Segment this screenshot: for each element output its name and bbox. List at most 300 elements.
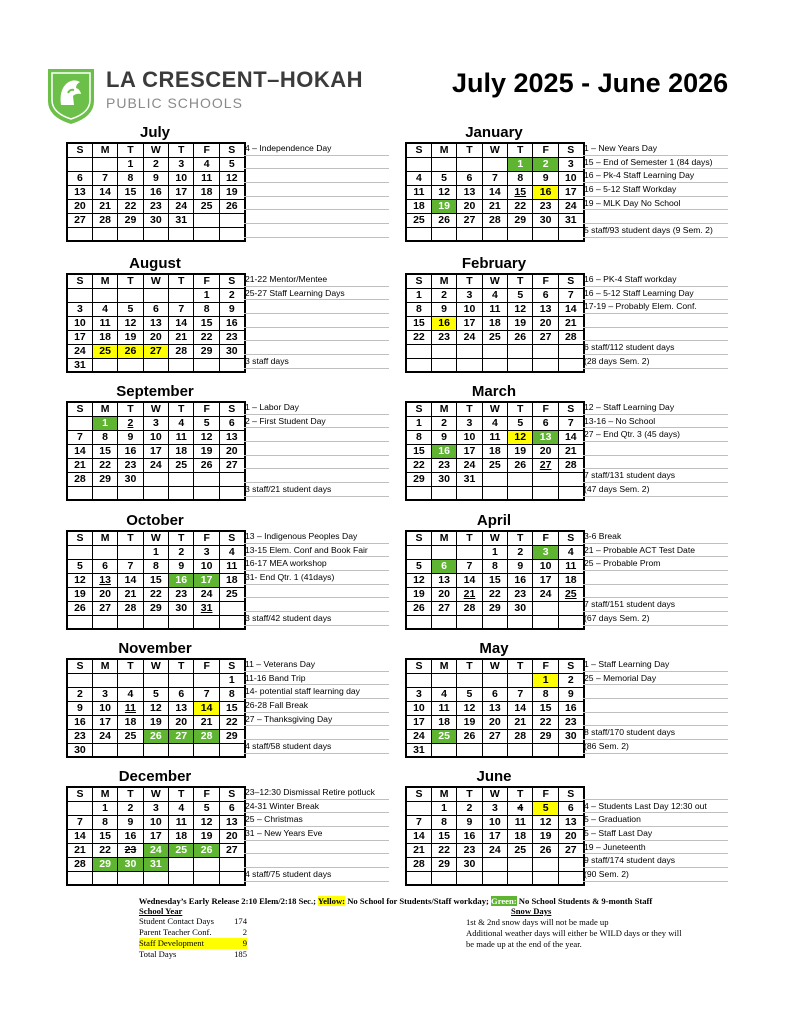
week-row xyxy=(406,815,584,829)
weekday-header: S xyxy=(67,659,92,673)
week-row xyxy=(67,227,245,241)
day-number: 14 xyxy=(175,317,188,329)
day-number: 8 xyxy=(127,172,134,184)
day-number: 21 xyxy=(200,716,213,728)
empty-cell xyxy=(67,416,92,430)
day-number: 20 xyxy=(539,317,552,329)
note-line xyxy=(244,598,389,612)
day-cell xyxy=(508,701,533,715)
day-number: 11 xyxy=(99,317,111,329)
day-cell xyxy=(143,199,168,213)
day-cell xyxy=(169,729,194,743)
note-line: 31 – New Years Eve xyxy=(244,827,389,841)
empty-cell xyxy=(457,227,482,241)
month-title: January xyxy=(465,124,523,141)
week-row xyxy=(67,157,245,171)
day-number: 16 xyxy=(438,445,450,457)
day-cell xyxy=(67,701,92,715)
day-cell xyxy=(92,302,117,316)
day-number: 17 xyxy=(564,186,577,198)
empty-cell xyxy=(92,871,117,885)
day-number: 2 xyxy=(127,417,134,429)
day-cell xyxy=(431,213,456,227)
day-number: 23 xyxy=(438,331,450,343)
day-number: 26 xyxy=(200,844,213,856)
day-number: 7 xyxy=(491,172,498,184)
day-cell xyxy=(92,687,117,701)
note-line xyxy=(244,428,389,442)
note-line: 5 – Staff Last Day xyxy=(583,827,728,841)
note-line: 7 staff/131 student days xyxy=(583,469,728,483)
summary-value: 9 xyxy=(242,938,247,948)
day-number: 1 xyxy=(228,674,235,686)
snow-days-line: be made up at the end of the year. xyxy=(466,939,582,949)
day-number: 3 xyxy=(102,688,108,700)
day-number: 25 xyxy=(200,200,213,212)
day-cell xyxy=(92,729,117,743)
day-cell xyxy=(533,829,558,843)
day-number: 14 xyxy=(124,574,137,586)
month-january xyxy=(405,124,740,242)
day-cell xyxy=(431,701,456,715)
note-line: 15 – End of Semester 1 (84 days) xyxy=(583,156,728,170)
weekday-header: W xyxy=(482,143,507,157)
day-number: 11 xyxy=(175,816,187,828)
day-cell xyxy=(406,573,431,587)
day-number: 12 xyxy=(150,702,162,714)
day-cell xyxy=(118,302,143,316)
weekday-header: M xyxy=(431,787,456,801)
day-number: 30 xyxy=(225,345,238,357)
day-cell xyxy=(482,444,507,458)
day-cell xyxy=(67,213,92,227)
day-cell xyxy=(194,715,219,729)
day-cell xyxy=(457,857,482,871)
day-number: 24 xyxy=(564,200,577,212)
empty-cell xyxy=(457,615,482,629)
week-row xyxy=(67,615,245,629)
note-line: 5 staff/93 student days (9 Sem. 2) xyxy=(583,224,728,238)
empty-cell xyxy=(143,358,168,372)
day-cell xyxy=(169,185,194,199)
week-row xyxy=(67,430,245,444)
note-line: (28 days Sem. 2) xyxy=(583,355,728,369)
note-line xyxy=(583,442,728,456)
day-cell xyxy=(457,559,482,573)
weekday-header: F xyxy=(533,787,558,801)
summary-row xyxy=(139,938,247,949)
empty-cell xyxy=(92,615,117,629)
day-number: 9 xyxy=(542,172,549,184)
month-calendar-table xyxy=(405,658,585,758)
day-number: 4 xyxy=(178,802,185,814)
day-cell xyxy=(169,601,194,615)
day-cell xyxy=(67,843,92,857)
day-cell xyxy=(457,302,482,316)
day-number: 14 xyxy=(564,431,577,443)
empty-cell xyxy=(194,857,219,871)
day-number: 16 xyxy=(124,830,137,842)
day-number: 14 xyxy=(74,445,86,457)
empty-cell xyxy=(92,227,117,241)
month-title: April xyxy=(476,512,512,529)
day-number: 16 xyxy=(124,445,137,457)
summary-row xyxy=(139,927,247,938)
day-cell xyxy=(143,185,168,199)
day-number: 14 xyxy=(514,702,527,714)
month-calendar-table xyxy=(405,142,585,242)
empty-cell xyxy=(558,857,583,871)
day-cell xyxy=(431,171,456,185)
day-number: 19 xyxy=(200,445,213,457)
weekday-header: W xyxy=(143,143,168,157)
day-number: 11 xyxy=(226,560,238,572)
empty-cell xyxy=(194,673,219,687)
day-number: 2 xyxy=(228,289,235,301)
day-number: 25 xyxy=(124,730,137,742)
empty-cell xyxy=(482,472,507,486)
day-number: 25 xyxy=(175,459,188,471)
day-cell xyxy=(406,559,431,573)
day-number: 29 xyxy=(150,602,162,614)
day-number: 15 xyxy=(438,830,450,842)
day-number: 12 xyxy=(438,186,450,198)
day-number: 30 xyxy=(74,743,86,756)
empty-cell xyxy=(482,344,507,358)
day-cell xyxy=(508,430,533,444)
day-cell xyxy=(219,444,244,458)
day-number: 4 xyxy=(228,546,235,558)
day-number: 29 xyxy=(225,730,238,742)
day-cell xyxy=(406,416,431,430)
day-number: 25 xyxy=(99,345,111,357)
note-line xyxy=(244,197,389,211)
week-row xyxy=(67,573,245,587)
empty-cell xyxy=(457,743,482,757)
day-number: 29 xyxy=(99,858,111,870)
day-cell xyxy=(482,199,507,213)
day-cell xyxy=(558,213,583,227)
day-number: 25 xyxy=(438,730,450,742)
month-august xyxy=(66,255,401,373)
empty-cell xyxy=(533,871,558,885)
day-number: 9 xyxy=(127,816,134,828)
day-number: 27 xyxy=(489,730,501,742)
week-row xyxy=(406,729,584,743)
weekday-header: T xyxy=(457,402,482,416)
day-number: 30 xyxy=(438,473,450,485)
weekday-header: T xyxy=(457,274,482,288)
day-number: 18 xyxy=(175,830,188,842)
day-cell xyxy=(508,601,533,615)
empty-cell xyxy=(118,871,143,885)
weekday-header: S xyxy=(406,659,431,673)
day-number: 8 xyxy=(102,431,108,443)
day-cell xyxy=(143,559,168,573)
school-year-summary xyxy=(139,906,247,960)
day-cell xyxy=(558,316,583,330)
day-number: 5 xyxy=(228,158,235,170)
day-number: 7 xyxy=(416,816,422,828)
weekday-header: W xyxy=(143,402,168,416)
day-number: 19 xyxy=(463,716,476,728)
day-number: 5 xyxy=(203,417,210,429)
day-number: 14 xyxy=(74,830,86,842)
day-number: 1 xyxy=(203,289,210,301)
empty-cell xyxy=(431,615,456,629)
month-title: February xyxy=(461,255,527,272)
day-number: 10 xyxy=(539,560,552,572)
day-number: 20 xyxy=(463,200,476,212)
weekday-header: M xyxy=(92,143,117,157)
day-cell xyxy=(508,843,533,857)
day-number: 21 xyxy=(175,331,188,343)
day-number: 4 xyxy=(567,546,574,558)
day-cell xyxy=(558,801,583,815)
weekday-header: F xyxy=(194,659,219,673)
note-line xyxy=(244,156,389,170)
day-cell xyxy=(118,157,143,171)
empty-cell xyxy=(431,344,456,358)
week-row xyxy=(67,843,245,857)
day-number: 13 xyxy=(99,574,111,586)
day-number: 9 xyxy=(567,688,574,700)
day-cell xyxy=(533,444,558,458)
day-cell xyxy=(219,829,244,843)
week-row xyxy=(67,458,245,472)
day-cell xyxy=(431,601,456,615)
empty-cell xyxy=(92,486,117,500)
day-number: 27 xyxy=(539,331,552,343)
day-cell xyxy=(194,815,219,829)
empty-cell xyxy=(194,213,219,227)
empty-cell xyxy=(118,486,143,500)
weekday-header: F xyxy=(194,274,219,288)
day-number: 2 xyxy=(178,546,185,558)
day-cell xyxy=(533,316,558,330)
day-number: 3 xyxy=(542,546,549,558)
weekday-header: T xyxy=(169,143,194,157)
note-line: 3 staff days xyxy=(244,355,389,369)
week-row xyxy=(406,857,584,871)
empty-cell xyxy=(194,358,219,372)
day-cell xyxy=(169,302,194,316)
month-july xyxy=(66,124,401,242)
empty-cell xyxy=(508,358,533,372)
day-cell xyxy=(457,444,482,458)
day-number: 8 xyxy=(416,303,422,315)
empty-cell xyxy=(431,486,456,500)
day-cell xyxy=(219,573,244,587)
day-number: 1 xyxy=(441,802,447,814)
day-cell xyxy=(482,729,507,743)
day-number: 7 xyxy=(466,560,473,572)
day-number: 10 xyxy=(99,702,111,714)
day-number: 24 xyxy=(539,588,552,600)
note-line: 21 – Probable ACT Test Date xyxy=(583,544,728,558)
day-number: 6 xyxy=(77,172,83,184)
day-cell xyxy=(406,815,431,829)
day-number: 18 xyxy=(514,830,527,842)
day-cell xyxy=(431,185,456,199)
empty-cell xyxy=(457,358,482,372)
day-number: 22 xyxy=(150,588,162,600)
day-number: 28 xyxy=(200,730,213,742)
empty-cell xyxy=(143,288,168,302)
day-cell xyxy=(169,801,194,815)
day-cell xyxy=(67,729,92,743)
day-cell xyxy=(431,687,456,701)
weekday-header-row xyxy=(67,402,245,416)
day-cell xyxy=(482,416,507,430)
weekday-header: W xyxy=(482,787,507,801)
day-cell xyxy=(533,288,558,302)
snow-days-heading: Snow Days xyxy=(511,906,552,916)
day-number: 5 xyxy=(441,172,447,184)
day-cell xyxy=(118,573,143,587)
day-number: 12 xyxy=(200,431,213,443)
empty-cell xyxy=(143,871,168,885)
day-number: 14 xyxy=(99,186,111,198)
note-line xyxy=(583,456,728,470)
weekday-header: F xyxy=(194,402,219,416)
day-number: 10 xyxy=(463,303,476,315)
summary-label: Total Days xyxy=(139,949,177,959)
day-cell xyxy=(219,288,244,302)
day-cell xyxy=(194,545,219,559)
empty-cell xyxy=(67,615,92,629)
day-cell xyxy=(118,587,143,601)
day-number: 18 xyxy=(564,574,577,586)
weekday-header: F xyxy=(194,531,219,545)
weekday-header: T xyxy=(169,659,194,673)
empty-cell xyxy=(457,486,482,500)
weekday-header-row xyxy=(406,531,584,545)
day-cell xyxy=(67,358,92,372)
weekday-header: F xyxy=(194,787,219,801)
day-number: 11 xyxy=(175,431,187,443)
weekday-header: M xyxy=(431,531,456,545)
weekday-header-row xyxy=(406,402,584,416)
day-number: 28 xyxy=(74,473,86,485)
day-number: 13 xyxy=(74,186,86,198)
day-number: 2 xyxy=(441,417,447,429)
day-cell xyxy=(431,472,456,486)
day-cell xyxy=(431,801,456,815)
day-number: 5 xyxy=(77,560,83,572)
day-cell xyxy=(169,829,194,843)
legend-early-release: Wednesday’s Early Release 2:10 Elem/2:18 Sec.; xyxy=(138,896,316,906)
day-number: 5 xyxy=(517,289,524,301)
day-number: 9 xyxy=(441,303,447,315)
weekday-header: W xyxy=(143,531,168,545)
day-cell xyxy=(118,171,143,185)
month-title: September xyxy=(116,383,194,400)
day-cell xyxy=(67,430,92,444)
day-number: 19 xyxy=(514,317,527,329)
day-cell xyxy=(169,843,194,857)
day-cell xyxy=(431,815,456,829)
day-number: 27 xyxy=(175,730,188,742)
day-number: 11 xyxy=(413,186,425,198)
day-number: 12 xyxy=(124,317,137,329)
empty-cell xyxy=(558,344,583,358)
day-cell xyxy=(143,344,168,358)
weekday-header: M xyxy=(92,531,117,545)
day-number: 15 xyxy=(99,830,111,842)
day-cell xyxy=(169,587,194,601)
day-number: 6 xyxy=(152,303,159,315)
day-number: 12 xyxy=(200,816,213,828)
day-number: 16 xyxy=(150,186,162,198)
day-cell xyxy=(118,213,143,227)
month-notes xyxy=(244,142,389,238)
day-cell xyxy=(406,587,431,601)
weekday-header: T xyxy=(118,274,143,288)
day-number: 31 xyxy=(74,358,86,371)
day-cell xyxy=(558,843,583,857)
day-cell xyxy=(219,815,244,829)
day-number: 27 xyxy=(99,602,111,614)
color-legend xyxy=(0,896,791,906)
day-cell xyxy=(533,729,558,743)
note-line: 11 – Veterans Day xyxy=(244,658,389,672)
day-cell xyxy=(67,573,92,587)
day-number: 4 xyxy=(491,289,498,301)
day-number: 25 xyxy=(413,214,425,226)
weekday-header: S xyxy=(219,402,244,416)
day-number: 24 xyxy=(150,844,162,856)
day-cell xyxy=(118,857,143,871)
day-number: 5 xyxy=(127,303,134,315)
day-cell xyxy=(194,344,219,358)
day-number: 22 xyxy=(124,200,137,212)
day-number: 17 xyxy=(150,445,162,457)
day-cell xyxy=(92,344,117,358)
note-line: 25 – Christmas xyxy=(244,813,389,827)
empty-cell xyxy=(219,601,244,615)
day-number: 6 xyxy=(441,560,447,572)
week-row xyxy=(406,157,584,171)
day-cell xyxy=(533,330,558,344)
day-number: 5 xyxy=(203,802,210,814)
week-row xyxy=(406,843,584,857)
day-number: 6 xyxy=(542,289,549,301)
empty-cell xyxy=(143,743,168,757)
note-line: 26-28 Fall Break xyxy=(244,699,389,713)
day-cell xyxy=(92,171,117,185)
day-cell xyxy=(558,157,583,171)
empty-cell xyxy=(92,157,117,171)
day-number: 13 xyxy=(539,303,552,315)
day-cell xyxy=(169,330,194,344)
day-number: 7 xyxy=(102,172,108,184)
day-number: 17 xyxy=(99,716,111,728)
empty-cell xyxy=(406,344,431,358)
day-number: 3 xyxy=(491,802,498,814)
empty-cell xyxy=(169,673,194,687)
day-cell xyxy=(558,715,583,729)
day-number: 14 xyxy=(413,830,425,842)
day-cell xyxy=(558,458,583,472)
day-number: 29 xyxy=(200,345,213,357)
day-cell xyxy=(558,444,583,458)
day-number: 8 xyxy=(491,560,498,572)
day-cell xyxy=(558,185,583,199)
day-number: 1 xyxy=(542,674,549,686)
day-cell xyxy=(431,829,456,843)
day-number: 22 xyxy=(514,200,527,212)
